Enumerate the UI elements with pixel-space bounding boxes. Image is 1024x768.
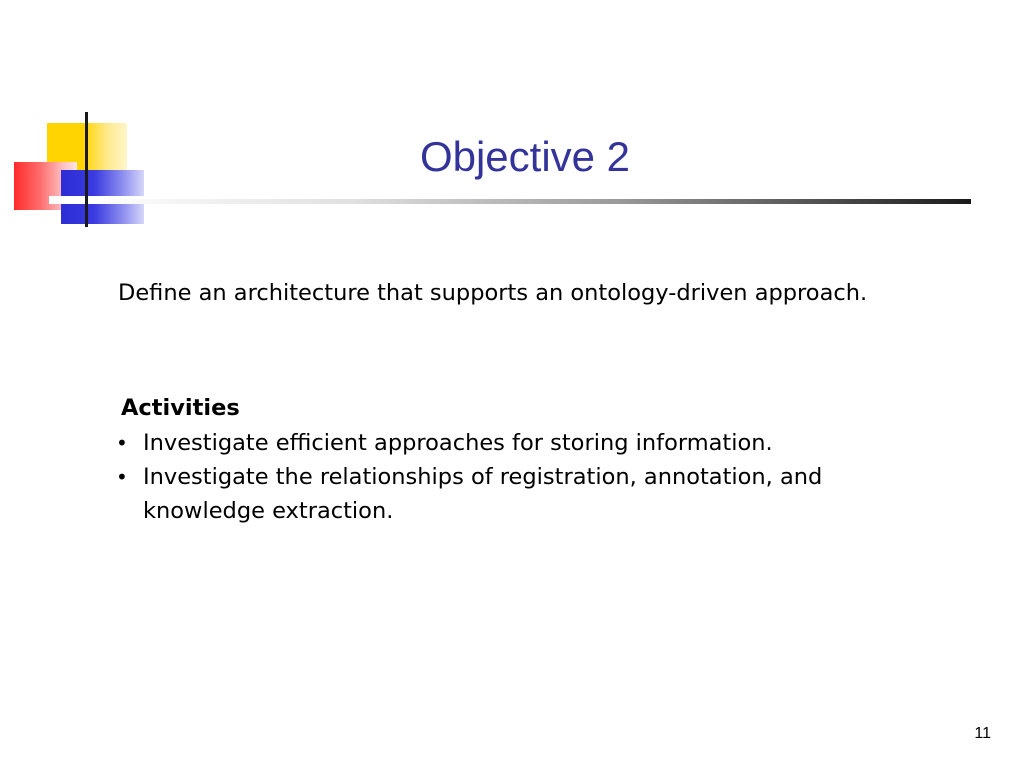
list-item [114, 426, 914, 460]
bullet-icon: • [116, 465, 128, 489]
title-underline [88, 199, 971, 204]
intro-paragraph: Define an architecture that supports an ontology-driven approach. [118, 280, 868, 306]
list-item-text: Investigate the relationships of registration, annotation, and knowledge extraction. [143, 464, 823, 524]
list-item-text: Investigate efficient approaches for storing information. [143, 430, 773, 456]
page-number: 11 [974, 725, 991, 742]
list-item [114, 460, 914, 528]
slide-title: Objective 2 [419, 133, 631, 180]
activities-list [114, 426, 914, 528]
activities-heading: Activities [121, 395, 240, 421]
bullet-icon: • [116, 431, 128, 455]
vertical-line-decoration [85, 112, 88, 227]
